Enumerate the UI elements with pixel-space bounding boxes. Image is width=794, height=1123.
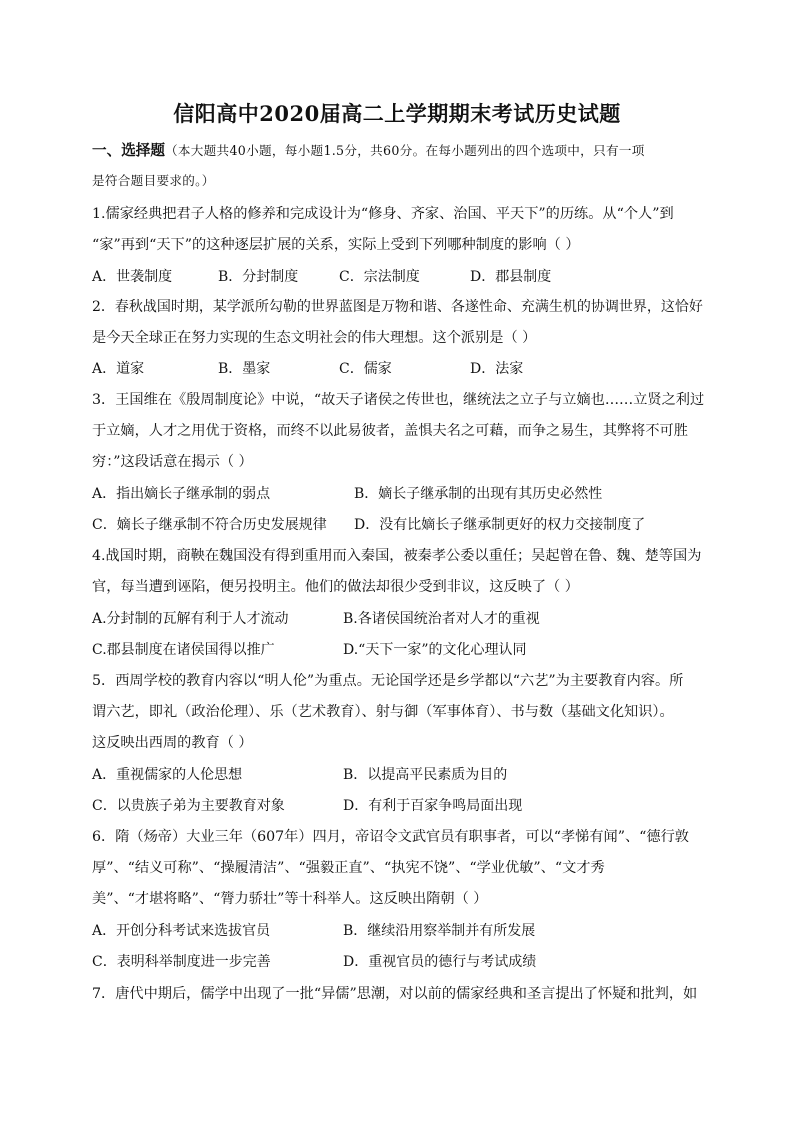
question-2-option-c: C．儒家 — [339, 361, 392, 377]
question-1-line-1: 1.儒家经典把君子人格的修养和完成设计为“修身、齐家、治国、平天下”的历练。从“个人”到 — [92, 206, 674, 222]
question-5-line-3: 这反映出西周的教育（ ） — [92, 735, 253, 751]
section-header — [92, 141, 645, 161]
question-3-line-3: 穷：”这段话意在揭示（ ） — [92, 454, 253, 470]
question-5-option-a: A．重视儒家的人伦思想 — [92, 767, 243, 783]
question-6-option-b: B．继续沿用察举制并有所发展 — [343, 923, 536, 939]
question-1-option-d: D．郡县制度 — [470, 269, 552, 285]
question-5-line-1: 5．西周学校的教育内容以“明人伦”为重点。无论国学还是乡学都以“六艺”为主要教育内容。所 — [92, 673, 684, 689]
question-2-line-1: 2．春秋战国时期，某学派所勾勒的世界蓝图是万物和谐、各遂性命、充满生机的协调世界，这恰好 — [92, 299, 703, 315]
question-5-option-b: B．以提高平民素质为目的 — [343, 767, 508, 783]
question-4-option-d: D.“天下一家”的文化心理认同 — [343, 642, 527, 658]
question-3-line-2: 于立嫡，人才之用优于资格，而终不以此易彼者，盖惧夫名之可藉，而争之易生，其弊将不可胜 — [92, 423, 688, 439]
question-3-option-c: C．嫡长子继承制不符合历史发展规律 — [92, 517, 327, 533]
question-3-option-b: B．嫡长子继承制的出现有其历史必然性 — [354, 486, 603, 502]
exam-title: 信阳高中2020届高二上学期期末考试历史试题 — [173, 101, 621, 126]
question-3-option-d: D．没有比嫡长子继承制更好的权力交接制度了 — [354, 517, 646, 533]
question-6-option-c: C．表明科举制度进一步完善 — [92, 954, 271, 970]
question-1-option-a: A．世袭制度 — [92, 269, 173, 285]
section-name: 一、选择题 — [92, 142, 165, 159]
section-note-cont: 是符合题目要求的。） — [92, 173, 215, 188]
question-4-line-2: 官，每当遭到诬陷，便另投明主。他们的做法却很少受到非议，这反映了（ ） — [92, 579, 579, 595]
question-6-line-1: 6．隋（炀帝）大业三年（607年）四月，帝诏令文武官员有职事者，可以“孝悌有闻”、“德行敦 — [92, 829, 689, 845]
question-5-option-c: C．以贵族子弟为主要教育对象 — [92, 798, 285, 814]
question-4-option-c: C.郡县制度在诸侯国得以推广 — [92, 642, 275, 658]
question-6-option-a: A．开创分科考试来选拔官员 — [92, 923, 271, 939]
question-1-option-c: C．宗法制度 — [339, 269, 420, 285]
section-note: （本大题共40小题，每小题1.5分，共60分。在每小题列出的四个选项中，只有一项 — [164, 143, 645, 158]
question-2-line-2: 是今天全球正在努力实现的生态文明社会的伟大理想。这个派别是（ ） — [92, 330, 537, 346]
question-6-line-3: 美”、“才堪将略”、“膂力骄壮”等十科举人。这反映出隋朝（ ） — [92, 891, 488, 907]
question-2-option-b: B．墨家 — [218, 361, 271, 377]
question-2-option-d: D．法家 — [470, 361, 524, 377]
question-3-line-1: 3．王国维在《殷周制度论》中说，“故天子诸侯之传世也，继统法之立子与立嫡也……立贤之利过 — [92, 392, 705, 408]
question-7-line-1: 7．唐代中期后，儒学中出现了一批“异儒”思潮，对以前的儒家经典和圣言提出了怀疑和批判，如 — [92, 986, 698, 1002]
question-3-option-a: A．指出嫡长子继承制的弱点 — [92, 486, 271, 502]
question-4-option-a: A.分封制的瓦解有利于人才流动 — [92, 611, 289, 627]
question-4-line-1: 4.战国时期，商鞅在魏国没有得到重用而入秦国，被秦孝公委以重任；吴起曾在鲁、魏、楚等国为 — [92, 548, 702, 564]
question-1-line-2: “家”再到“天下”的这种逐层扩展的关系，实际上受到下列哪种制度的影响（ ） — [92, 237, 580, 253]
question-6-option-d: D．重视官员的德行与考试成绩 — [343, 954, 537, 970]
question-2-option-a: A．道家 — [92, 361, 145, 377]
question-5-line-2: 谓六艺，即礼（政治伦理）、乐（艺术教育）、射与御（军事体育）、书与数（基础文化知识）。 — [92, 704, 674, 720]
question-1-option-b: B．分封制度 — [218, 269, 299, 285]
question-5-option-d: D．有利于百家争鸣局面出现 — [343, 798, 523, 814]
question-4-option-b: B.各诸侯国统治者对人才的重视 — [343, 611, 540, 627]
question-6-line-2: 厚”、“结义可称”、“操履清洁”、“强毅正直”、“执宪不饶”、“学业优敏”、“文才秀 — [92, 860, 605, 876]
